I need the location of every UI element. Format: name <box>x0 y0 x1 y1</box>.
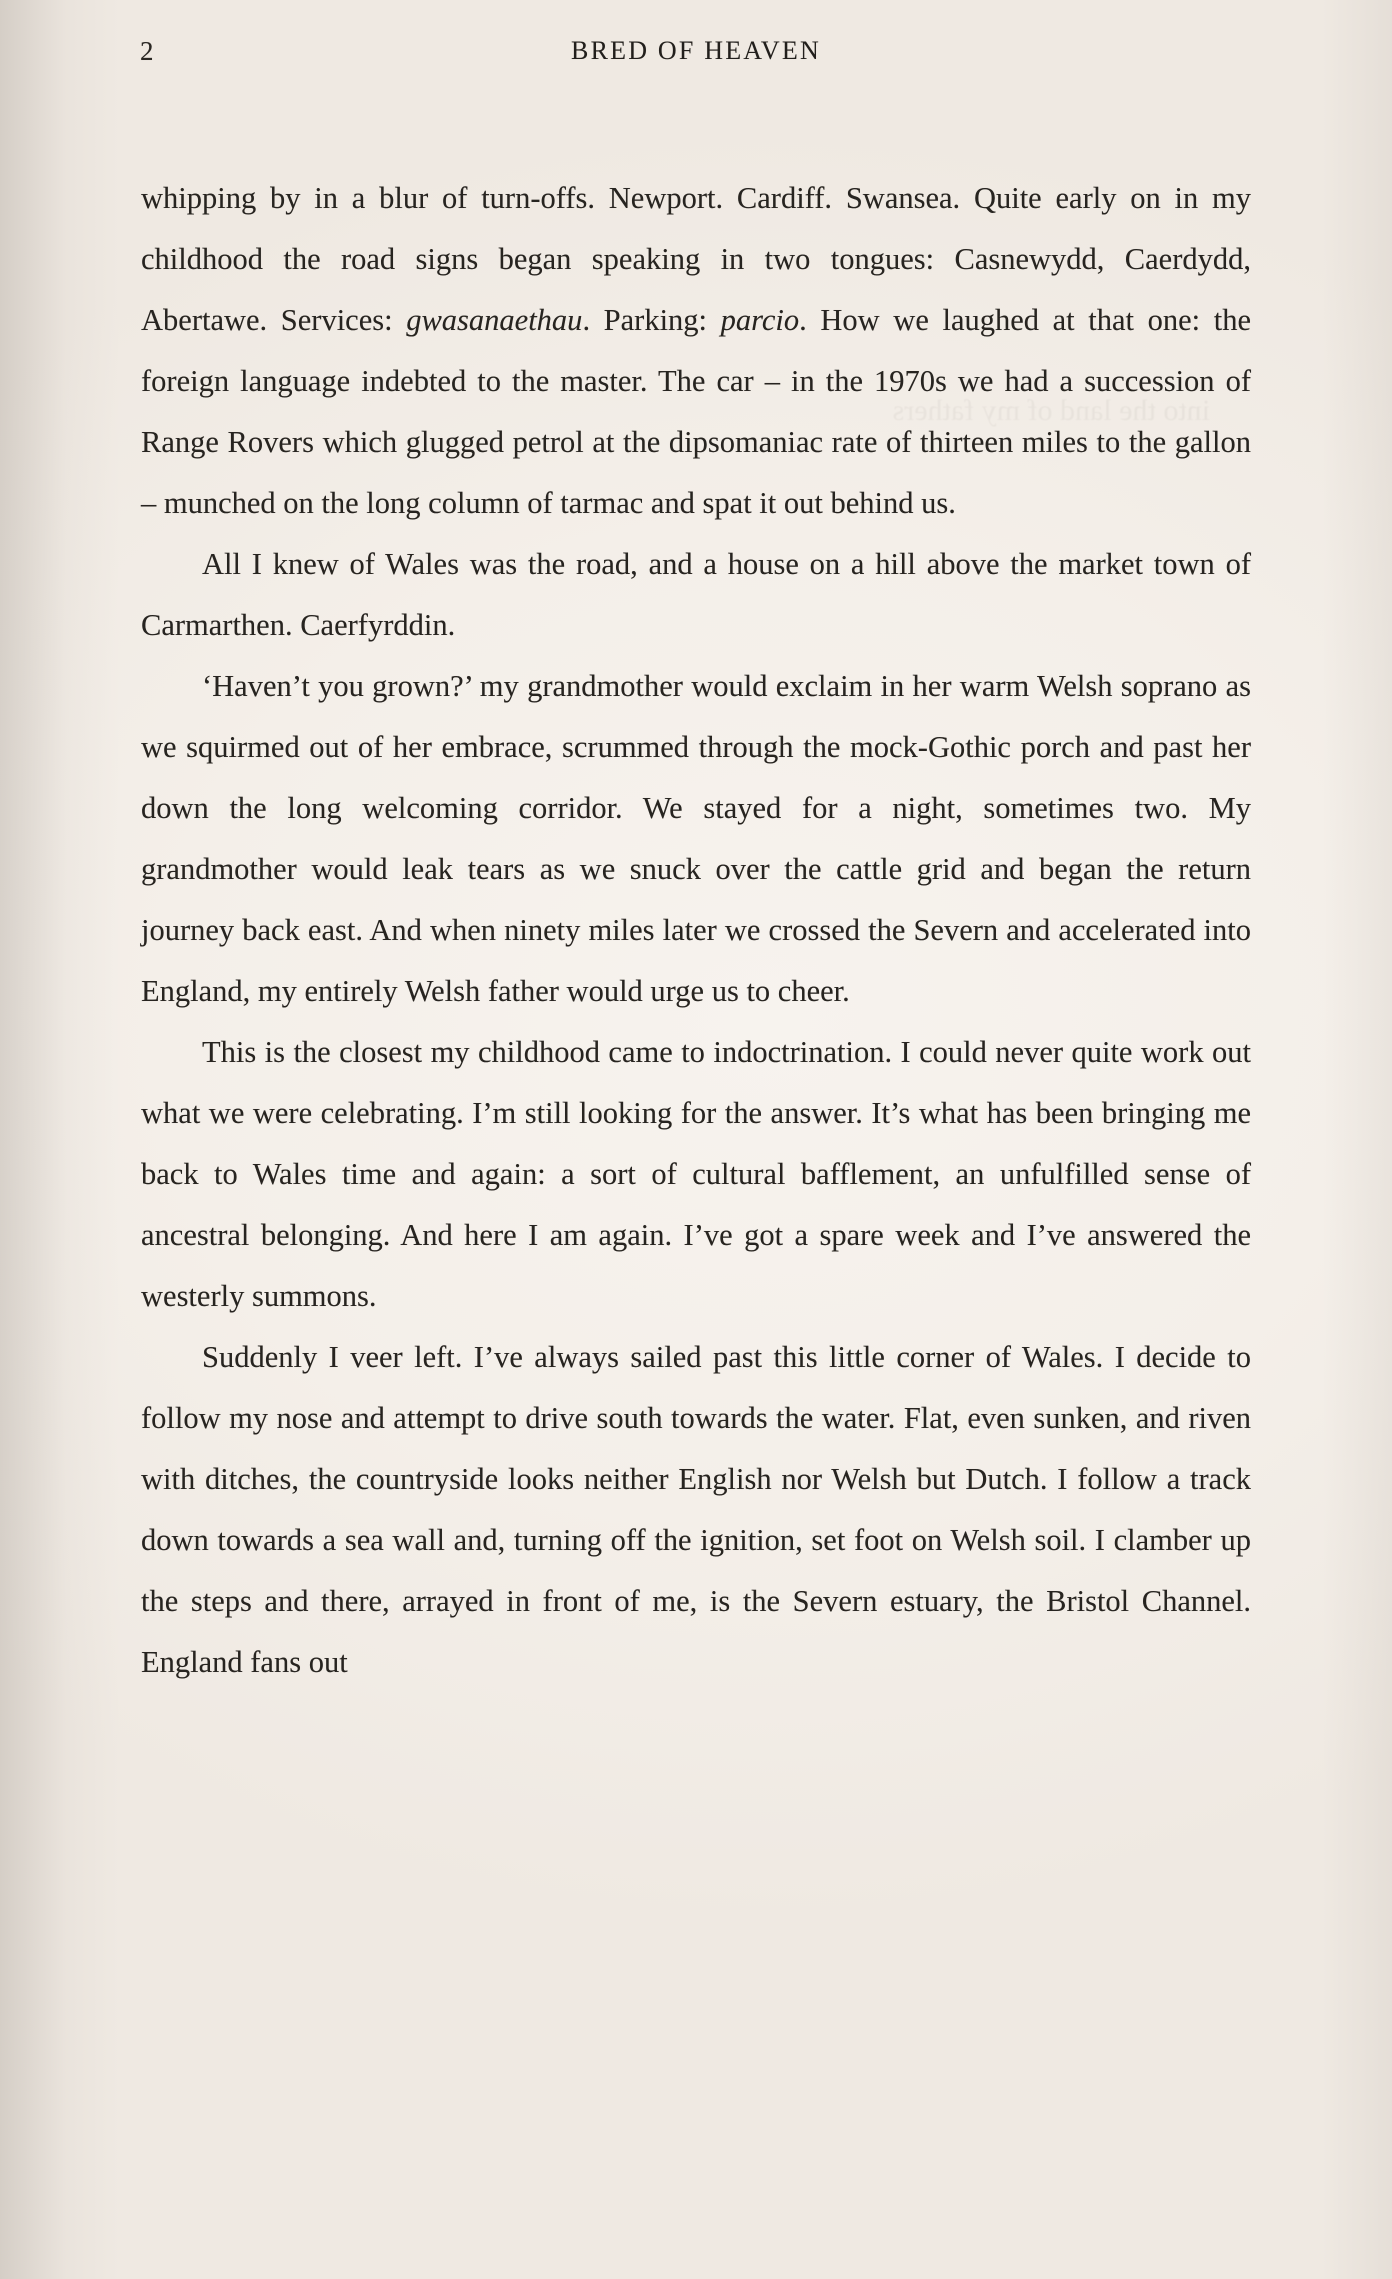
book-title-header: BRED OF HEAVEN <box>571 36 821 65</box>
paragraph: All I knew of Wales was the road, and a house on a hill above the market town of Carmarthen. Caerfyrddin. <box>141 547 1251 642</box>
paragraph: This is the closest my childhood came to indoctrination. I could never quite work out what we were celebrating. I’m still looking for the answer. It’s what has been bringing me back to Wales time and again: a sort of cultural bafflement, an unfulfilled sense of ancestral belonging. And here I am again. I’ve got a spare week and I’ve answered the westerly summons. <box>141 1035 1251 1313</box>
paragraph: whipping by in a blur of turn-offs. Newport. Cardiff. Swansea. Quite early on in my childhood the road signs began speaking in two tongues: Casnewydd, Caerdydd, Abertawe. Services: gwasanaethau. Parking: parcio. How we laughed at that one: the foreign language indebted to the master. The car – in the 1970s we had a succession of Range Rovers which glugged petrol at the dipsomaniac rate of thirteen miles to the gallon – munched on the long column of tarmac and spat it out behind us. <box>141 181 1252 520</box>
page-number: 2 <box>140 36 154 66</box>
showthrough-text: into the land of my fathers <box>892 394 1210 427</box>
paragraph: Suddenly I veer left. I’ve always sailed past this little corner of Wales. I decide to follow my nose and attempt to drive south towards the water. Flat, even sunken, and riven with ditches, the countryside looks neither English nor Welsh but Dutch. I follow a track down towards a sea wall and, turning off the ignition, set foot on Welsh soil. I clamber up the steps and there, arrayed in front of me, is the Severn estuary, the Bristol Channel. England fans out <box>141 1340 1251 1679</box>
running-head <box>140 36 1252 76</box>
paragraph: ‘Haven’t you grown?’ my grandmother would exclaim in her warm Welsh soprano as we squirmed out of her embrace, scrummed through the mock-Gothic porch and past her down the long welcoming corridor. We stayed for a night, sometimes two. My grandmother would leak tears as we snuck over the cattle grid and began the return journey back east. And when ninety miles later we crossed the Severn and accelerated into England, my entirely Welsh father would urge us to cheer. <box>141 669 1251 1008</box>
body-text-block <box>141 168 1251 1693</box>
